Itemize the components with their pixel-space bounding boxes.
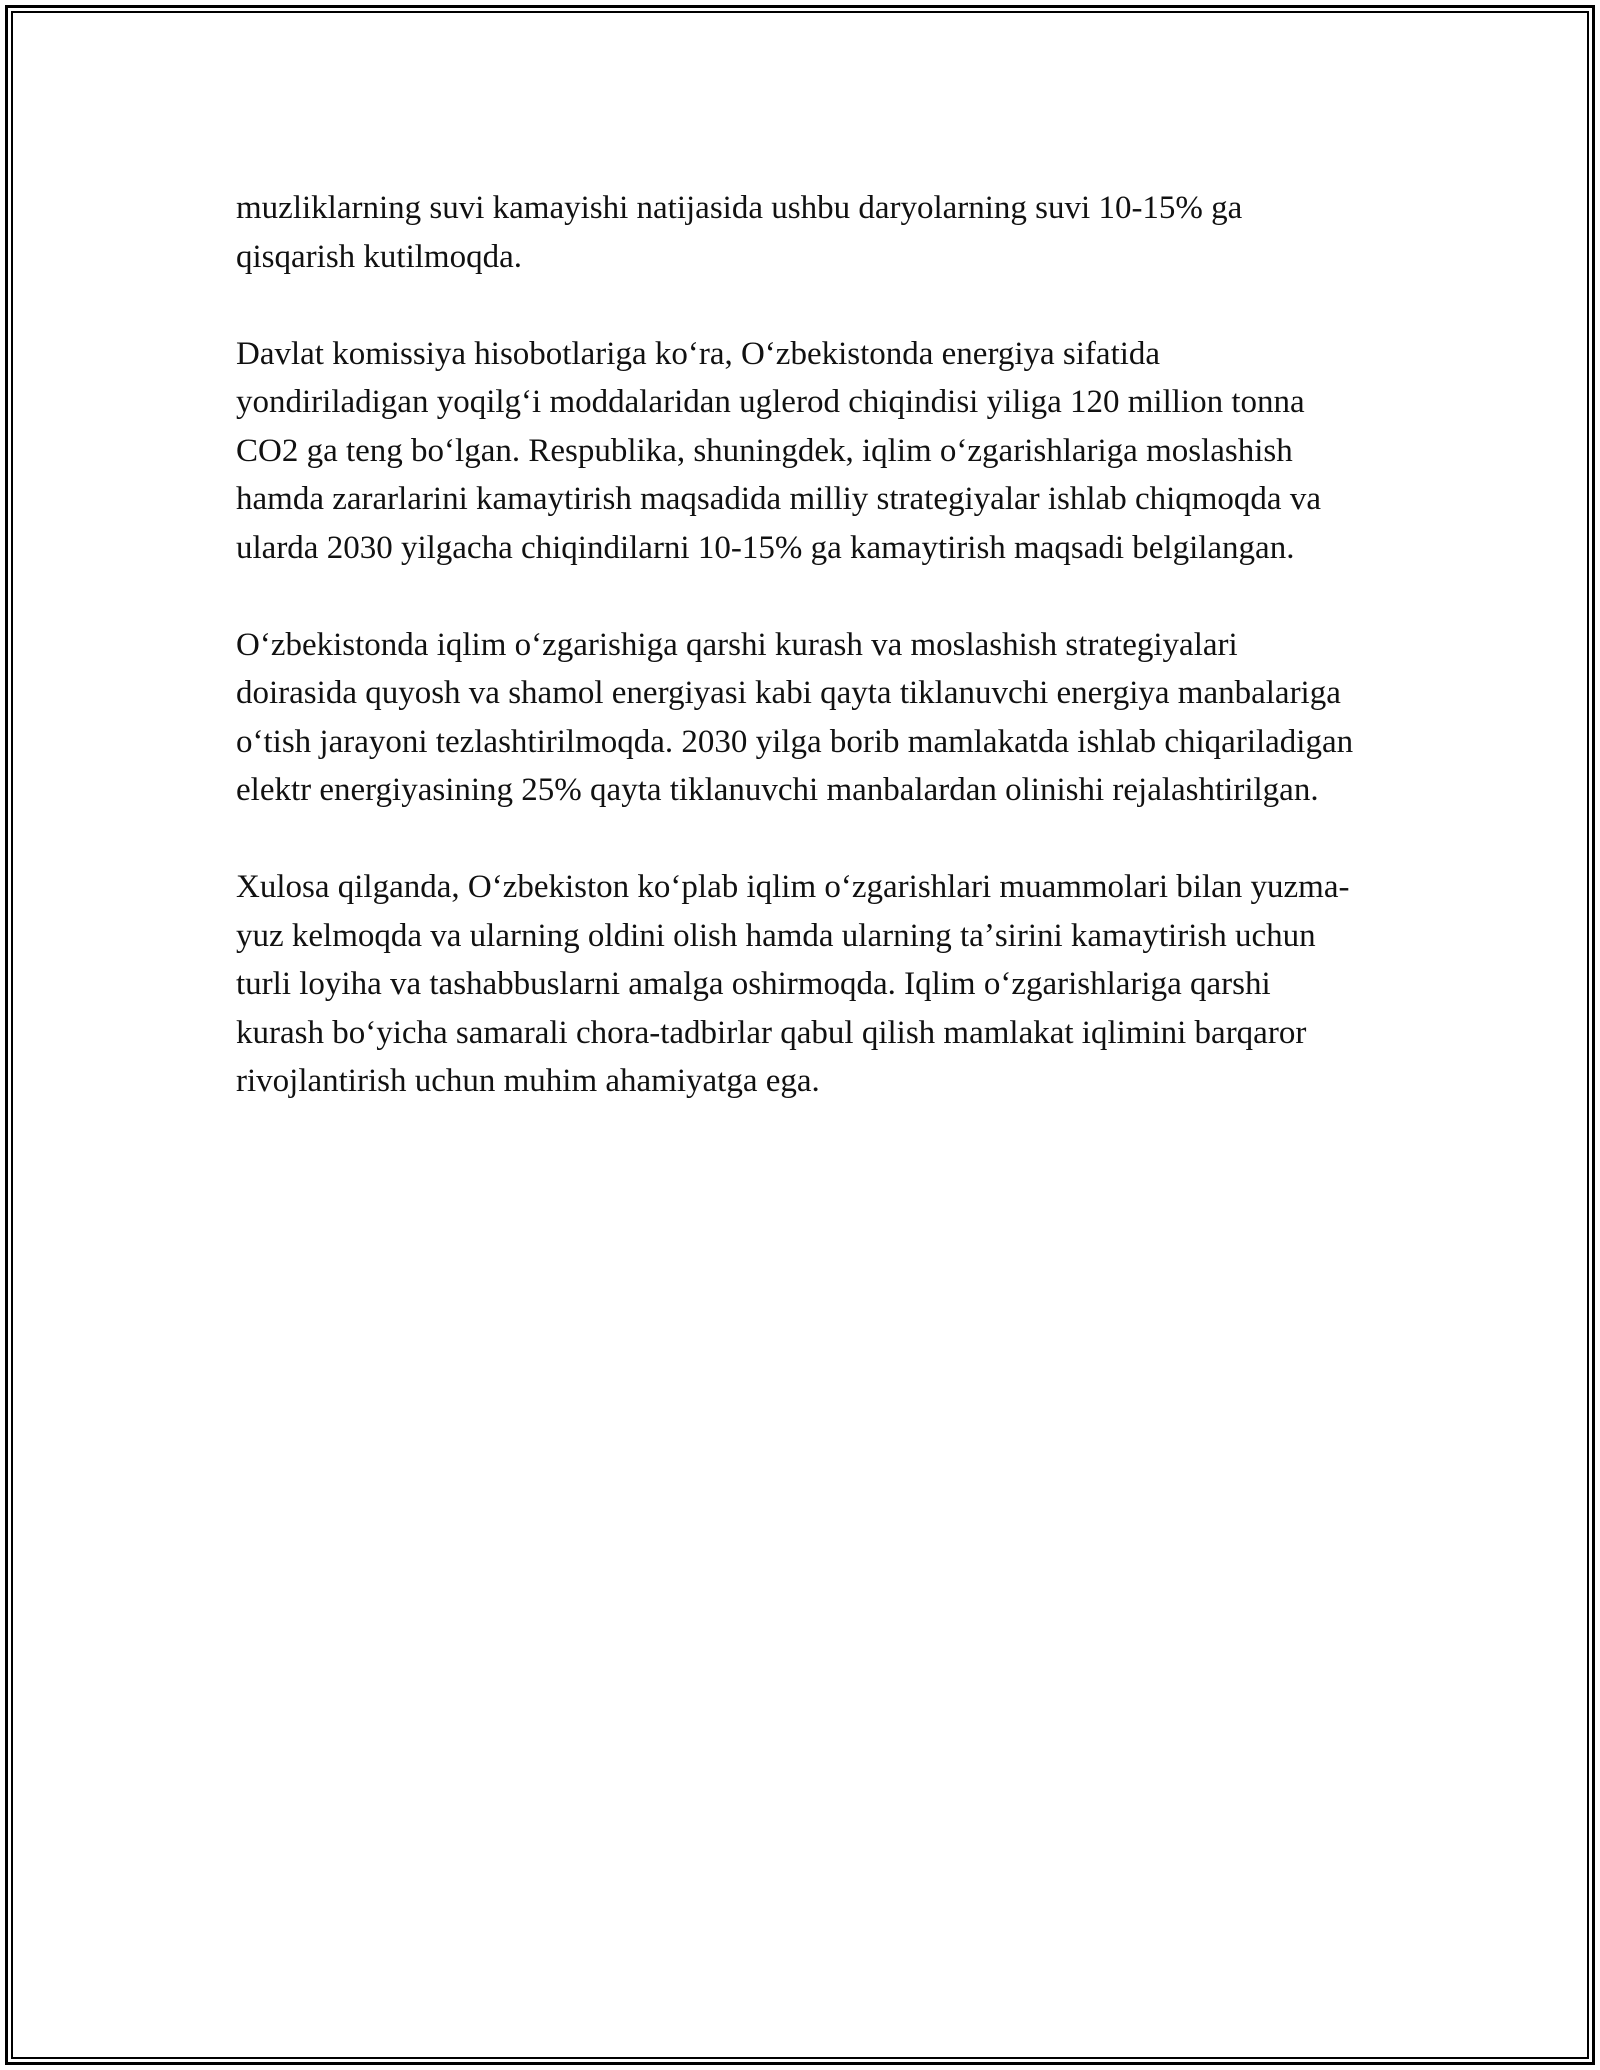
paragraph-2: Davlat komissiya hisobotlariga koʻra, Oʻzbekistonda energiya sifatida yondiriladigan yoqilgʻi moddalaridan uglerod chiqindisi yiliga 120 million tonna CO2 ga teng boʻlgan. Respublika, shuningdek, iqlim oʻzgarishlariga moslashish hamda zararlarini kamaytirish maqsadida milliy strategiyalar ishlab chiqmoqda va ularda 2030 yilgacha chiqindilarni 10-15% ga kamaytirish maqsadi belgilangan.: [236, 335, 1321, 566]
paragraph-1: muzliklarning suvi kamayishi natijasida ushbu daryolarning suvi 10-15% ga qisqarish kutilmoqda.: [236, 190, 1243, 275]
paragraph-4: Xulosa qilganda, Oʻzbekiston koʻplab iqlim oʻzgarishlari muammolari bilan yuzma-yuz kelmoqda va ularning oldini olish hamda ularning taʼsirini kamaytirish uchun turli loyiha va tashabbuslarni amalga oshirmoqda. Iqlim oʻzgarishlariga qarshi kurash boʻyicha samarali chora-tadbirlar qabul qilish mamlakat iqlimini barqaror rivojlantirish uchun muhim ahamiyatga ega.: [236, 869, 1350, 1099]
document-body: [236, 184, 1356, 1106]
paragraph-3: Oʻzbekistonda iqlim oʻzgarishiga qarshi kurash va moslashish strategiyalari doirasida quyosh va shamol energiyasi kabi qayta tiklanuvchi energiya manbalariga oʻtish jarayoni tezlashtirilmoqda. 2030 yilga borib mamlakatda ishlab chiqariladigan elektr energiyasining 25% qayta tiklanuvchi manbalardan olinishi rejalashtirilgan.: [236, 626, 1354, 808]
